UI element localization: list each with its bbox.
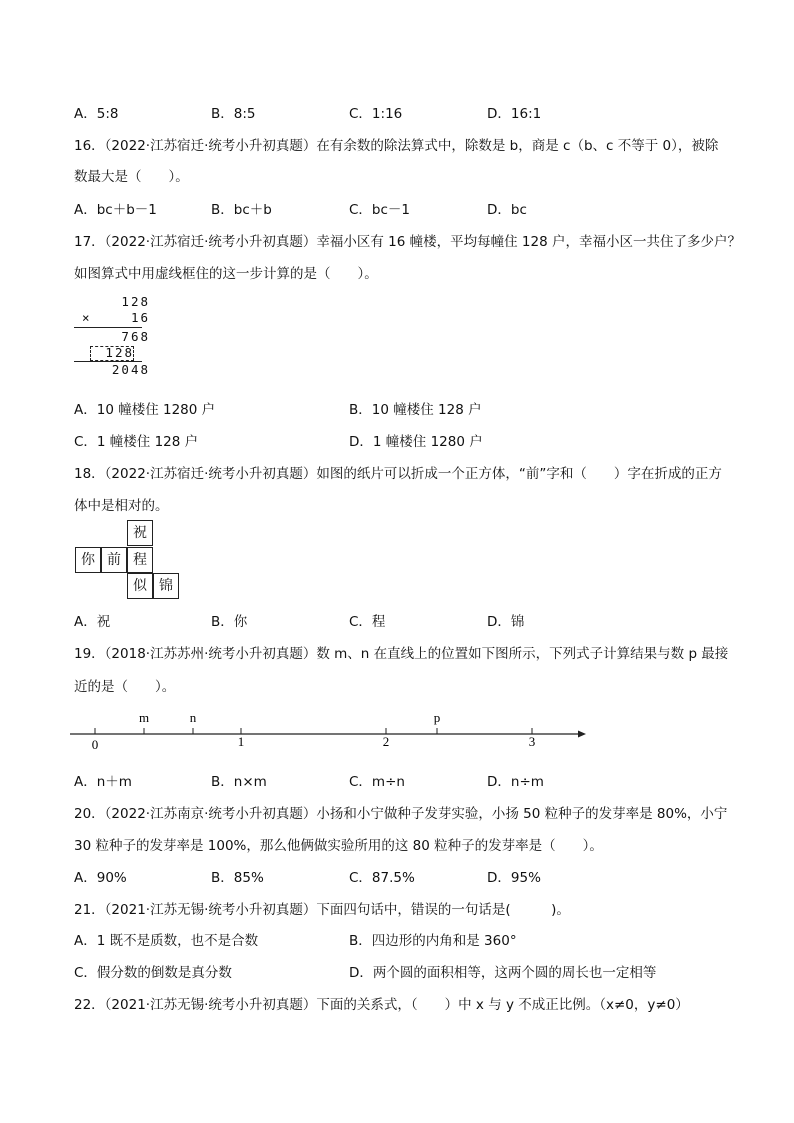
net-cell-bottom: 似 <box>127 573 153 599</box>
label-p: p <box>433 710 441 725</box>
q16-option-a: A．bc＋b－1 <box>74 202 157 218</box>
multiplication-figure <box>74 294 154 380</box>
q20-stem-line1: 20．（2022·江苏南京·统考小升初真题）小扬和小宁做种子发芽实验，小扬 50 粒种子的发芽率是 80%，小宁 <box>74 806 728 822</box>
q16-option-b: B．bc＋b <box>211 202 272 218</box>
q21-option-a: A．1 既不是质数，也不是合数 <box>74 933 259 949</box>
q18-option-a: A．祝 <box>74 614 111 630</box>
mult-product: 2048 <box>111 362 150 377</box>
mult-partial-1: 768 <box>121 329 150 344</box>
net-cell-top: 祝 <box>127 520 153 546</box>
q19-stem-line2: 近的是（ ）。 <box>74 679 176 695</box>
q17-option-a: A．10 幢楼住 1280 户 <box>74 402 216 418</box>
multiply-sign: × <box>82 310 90 325</box>
label-3: 3 <box>528 734 536 749</box>
q19-stem-line1: 19．（2018·江苏苏州·统考小升初真题）数 m、n 在直线上的位置如下图所示，下列式子计算结果与数 p 最接 <box>74 646 729 662</box>
mult-line-1 <box>74 327 142 328</box>
q18-option-d: D．锦 <box>487 614 525 630</box>
q20-stem-line2: 30 粒种子的发芽率是 100%，那么他俩做实验所用的这 80 粒种子的发芽率是（ ）。 <box>74 838 603 854</box>
net-cell-left: 你 <box>75 547 101 573</box>
q19-option-b: B．n×m <box>211 774 267 790</box>
label-1: 1 <box>237 734 245 749</box>
number-line <box>66 706 596 754</box>
mult-partial-2: 128 <box>105 345 134 360</box>
q21-option-c: C．假分数的倒数是真分数 <box>74 965 232 981</box>
mult-multiplier: 16 <box>130 310 150 325</box>
q18-option-b: B．你 <box>211 614 248 630</box>
q17-option-b: B．10 幢楼住 128 户 <box>349 402 482 418</box>
q18-stem-line2: 体中是相对的。 <box>74 498 169 514</box>
net-cell-right: 锦 <box>153 573 179 599</box>
q19-option-d: D．n÷m <box>487 774 544 790</box>
q20-option-c: C．87.5% <box>349 870 415 886</box>
q17-stem-line1: 17．（2022·江苏宿迁·统考小升初真题）幸福小区有 16 幢楼，平均每幢住 128 户，幸福小区一共住了多少户？ <box>74 234 741 250</box>
q20-option-d: D．95% <box>487 870 541 886</box>
q16-option-d: D．bc <box>487 202 527 218</box>
net-cell-center: 程 <box>127 547 153 573</box>
q17-option-d: D．1 幢楼住 1280 户 <box>349 434 483 450</box>
q15-option-c: C．1:16 <box>349 106 403 122</box>
q19-option-a: A．n＋m <box>74 774 132 790</box>
q15-option-b: B．8:5 <box>211 106 256 122</box>
q21-option-b: B．四边形的内角和是 360° <box>349 933 517 949</box>
label-2: 2 <box>382 734 390 749</box>
q21-option-d: D．两个圆的面积相等，这两个圆的周长也一定相等 <box>349 965 657 981</box>
q17-option-c: C．1 幢楼住 128 户 <box>74 434 199 450</box>
label-0: 0 <box>91 737 99 752</box>
q19-option-c: C．m÷n <box>349 774 405 790</box>
q18-option-c: C．程 <box>349 614 386 630</box>
q17-stem-line2: 如图算式中用虚线框住的这一步计算的是（ ）。 <box>74 266 378 282</box>
net-cell-front: 前 <box>101 547 127 573</box>
q21-stem-line1: 21．（2021·江苏无锡·统考小升初真题）下面四句话中，错误的一句话是( )。 <box>74 902 570 918</box>
arrow-head-icon <box>578 731 586 738</box>
mult-multiplicand: 128 <box>121 294 150 309</box>
q16-option-c: C．bc－1 <box>349 202 411 218</box>
q20-option-b: B．85% <box>211 870 264 886</box>
q15-option-d: D．16:1 <box>487 106 542 122</box>
q18-stem-line1: 18．（2022·江苏宿迁·统考小升初真题）如图的纸片可以折成一个正方体，“前”字和（ ）字在折成的正方 <box>74 466 722 482</box>
q16-stem-line2: 数最大是（ ）。 <box>74 169 189 185</box>
label-m: m <box>138 710 150 725</box>
q20-option-a: A．90% <box>74 870 127 886</box>
cube-net <box>74 520 184 600</box>
q22-stem-line1: 22．（2021·江苏无锡·统考小升初真题）下面的关系式，（ ）中 x 与 y 不成正比例。（x≠0，y≠0） <box>74 997 689 1013</box>
q15-option-a: A．5:8 <box>74 106 119 122</box>
q16-stem-line1: 16．（2022·江苏宿迁·统考小升初真题）在有余数的除法算式中，除数是 b，商是 c（b、c 不等于 0），被除 <box>74 138 719 154</box>
label-n: n <box>189 710 197 725</box>
